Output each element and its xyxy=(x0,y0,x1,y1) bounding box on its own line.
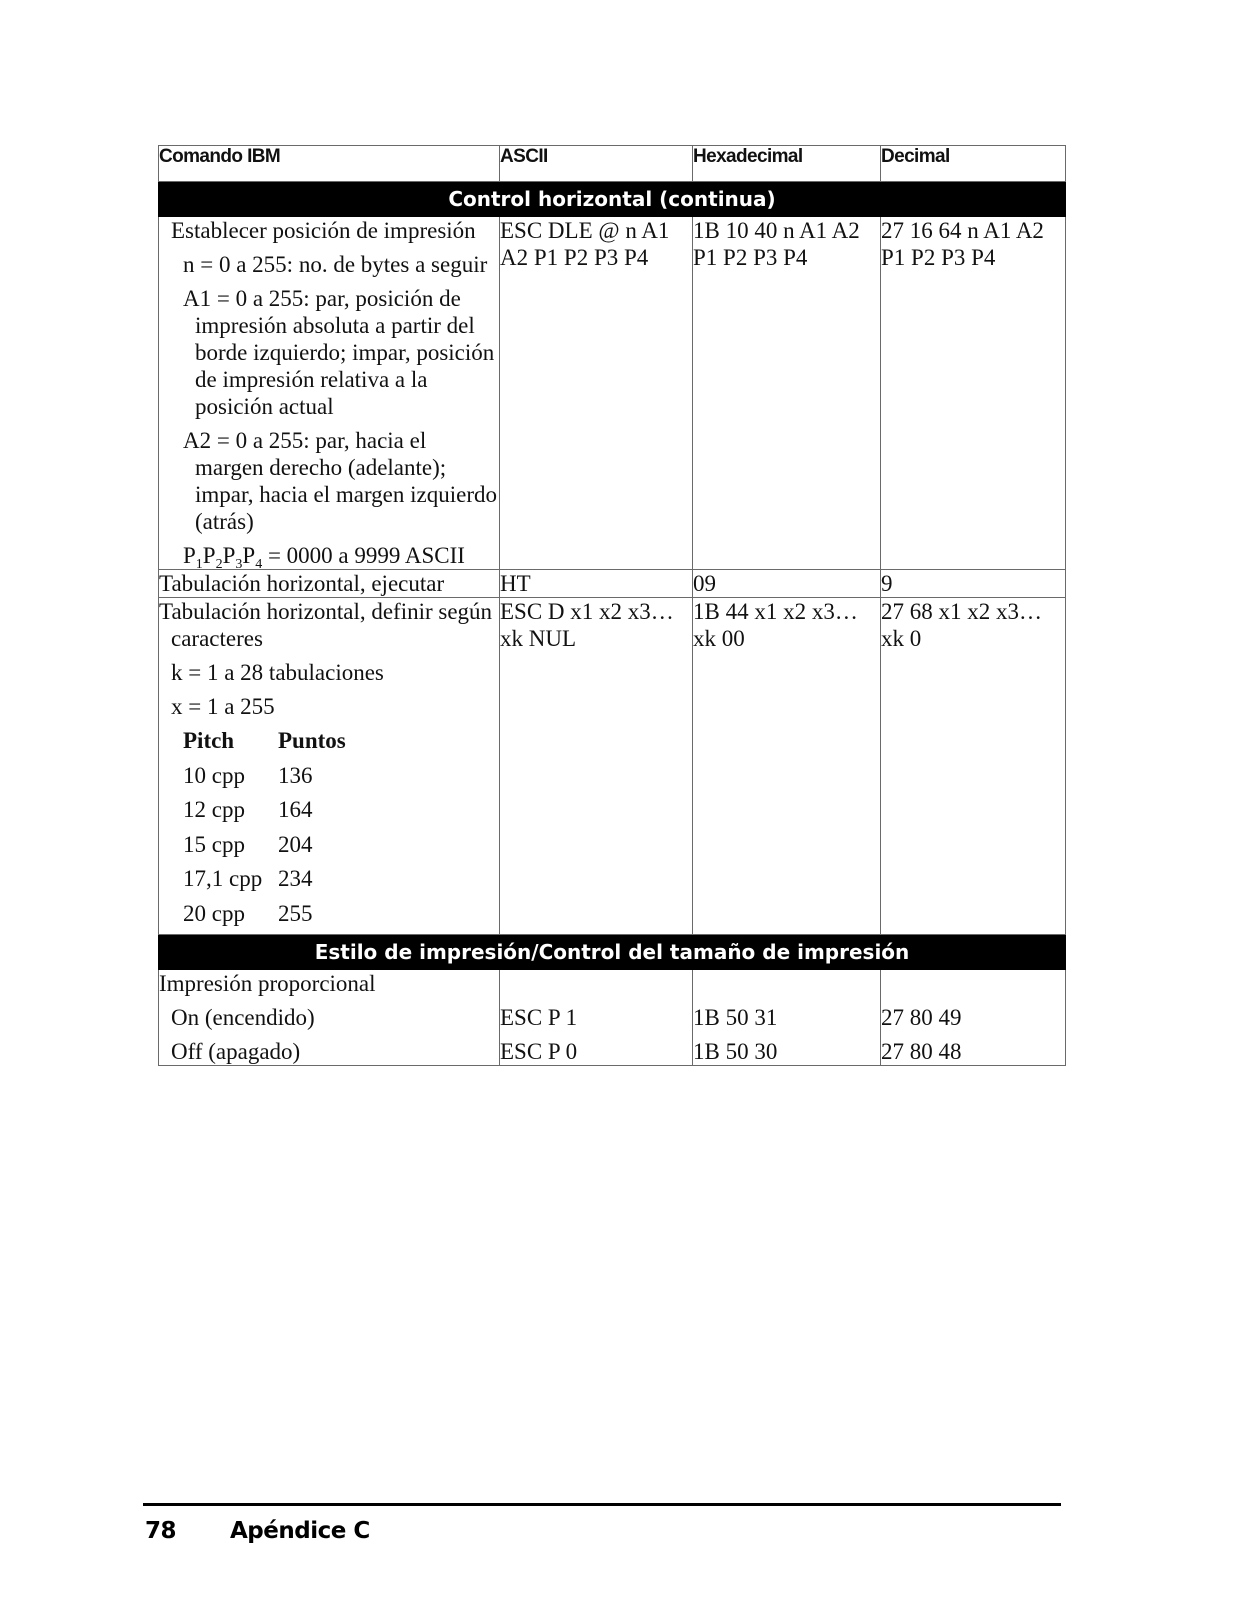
hex-value: 1B 44 x1 x2 x3… xk 00 xyxy=(693,598,881,935)
section-band xyxy=(159,935,1066,970)
hex-value: 09 xyxy=(693,570,881,598)
hex-value: 1B 10 40 n A1 A2 P1 P2 P3 P4 xyxy=(693,217,881,570)
p-sub-1: 1 xyxy=(195,557,203,572)
param-p: $P_1P_2P_3P_4 = 0000$ a 9999 ASCII xyxy=(183,543,465,572)
ascii-off: ESC P 0 xyxy=(500,1039,578,1064)
p-sub-4: 4 xyxy=(255,557,263,572)
table-row xyxy=(159,217,1066,570)
param-a2: A2 = 0 a 255: par, hacia el margen derecho (adelante); impar, hacia el margen izquierdo (atrás) xyxy=(183,428,497,534)
param-a1: A1 = 0 a 255: par, posición de impresión absoluta a partir del borde izquierdo; impar, posición de impresión relativa a la posición actual xyxy=(183,286,495,419)
pitch-row xyxy=(183,831,346,866)
p-sub-2: 2 xyxy=(215,557,223,572)
command-title: Impresión proporcional xyxy=(159,971,376,996)
header-decimal: Decimal xyxy=(881,146,1066,182)
section-band xyxy=(159,182,1066,217)
p-sub-3: 3 xyxy=(235,557,243,572)
table-row xyxy=(159,970,1066,1066)
decimal-value: 27 16 64 n A1 A2 P1 P2 P3 P4 xyxy=(881,217,1066,570)
footer-title: Apéndice C xyxy=(230,1518,370,1544)
header-ascii: ASCII xyxy=(500,146,693,182)
dots-value: 136 xyxy=(278,762,313,788)
dots-header: Puntos xyxy=(278,728,346,753)
table-row xyxy=(159,598,1066,935)
ascii-value xyxy=(500,970,693,1066)
pitch-value: 20 cpp xyxy=(183,900,245,926)
pitch-value: 10 cpp xyxy=(183,762,245,788)
command-description xyxy=(159,217,500,570)
dots-value: 164 xyxy=(278,797,313,822)
dots-value: 204 xyxy=(278,831,313,857)
dots-value: 255 xyxy=(278,900,313,926)
pitch-value: 15 cpp xyxy=(183,831,245,857)
table-row xyxy=(159,570,1066,598)
header-ibm-command: Comando IBM xyxy=(159,146,500,182)
param-k: k = 1 a 28 tabulaciones xyxy=(171,660,384,685)
command-table xyxy=(158,145,1066,1066)
command-title: Establecer posición de impresión xyxy=(171,218,476,243)
param-n: n = 0 a 255: no. de bytes a seguir xyxy=(183,252,488,277)
pitch-header: Pitch xyxy=(183,728,235,753)
hex-off: 1B 50 30 xyxy=(693,1039,778,1064)
hex-on: 1B 50 31 xyxy=(693,1005,778,1030)
param-x: x = 1 a 255 xyxy=(171,694,275,719)
command-description xyxy=(159,970,500,1066)
page-number: 78 xyxy=(145,1518,177,1544)
pitch-row xyxy=(183,900,346,935)
section-title-horizontal-control: Control horizontal (continua) xyxy=(159,182,1066,217)
decimal-value: 27 68 x1 x2 x3… xk 0 xyxy=(881,598,1066,935)
decimal-on: 27 80 49 xyxy=(881,1005,962,1030)
command-description: Tabulación horizontal, ejecutar xyxy=(159,570,500,598)
decimal-off: 27 80 48 xyxy=(881,1039,962,1064)
command-title: Tabulación horizontal, definir según caracteres xyxy=(159,599,493,651)
pitch-table xyxy=(183,727,346,934)
header-hexadecimal: Hexadecimal xyxy=(693,146,881,182)
pitch-row xyxy=(183,762,346,797)
option-on-label: On (encendido) xyxy=(171,1005,315,1030)
decimal-value: 9 xyxy=(881,570,1066,598)
table-header-row xyxy=(159,146,1066,182)
ascii-value: HT xyxy=(500,570,693,598)
ascii-value: ESC DLE @ n A1 A2 P1 P2 P3 P4 xyxy=(500,217,693,570)
pitch-value: 17,1 cpp xyxy=(183,866,263,891)
ascii-value: ESC D x1 x2 x3… xk NUL xyxy=(500,598,693,935)
command-description xyxy=(159,598,500,935)
pitch-header-row xyxy=(183,727,346,762)
section-title-print-style: Estilo de impresión/Control del tamaño de impresión xyxy=(159,935,1066,970)
hex-value xyxy=(693,970,881,1066)
ascii-on: ESC P 1 xyxy=(500,1005,578,1030)
pitch-row xyxy=(183,865,346,900)
option-off-label: Off (apagado) xyxy=(171,1039,301,1064)
footer-rule xyxy=(143,1503,1061,1506)
pitch-row xyxy=(183,796,346,831)
dots-value: 234 xyxy=(278,866,313,891)
p-range: = 0000 a 9999 ASCII xyxy=(267,543,465,568)
pitch-value: 12 cpp xyxy=(183,797,245,822)
decimal-value xyxy=(881,970,1066,1066)
